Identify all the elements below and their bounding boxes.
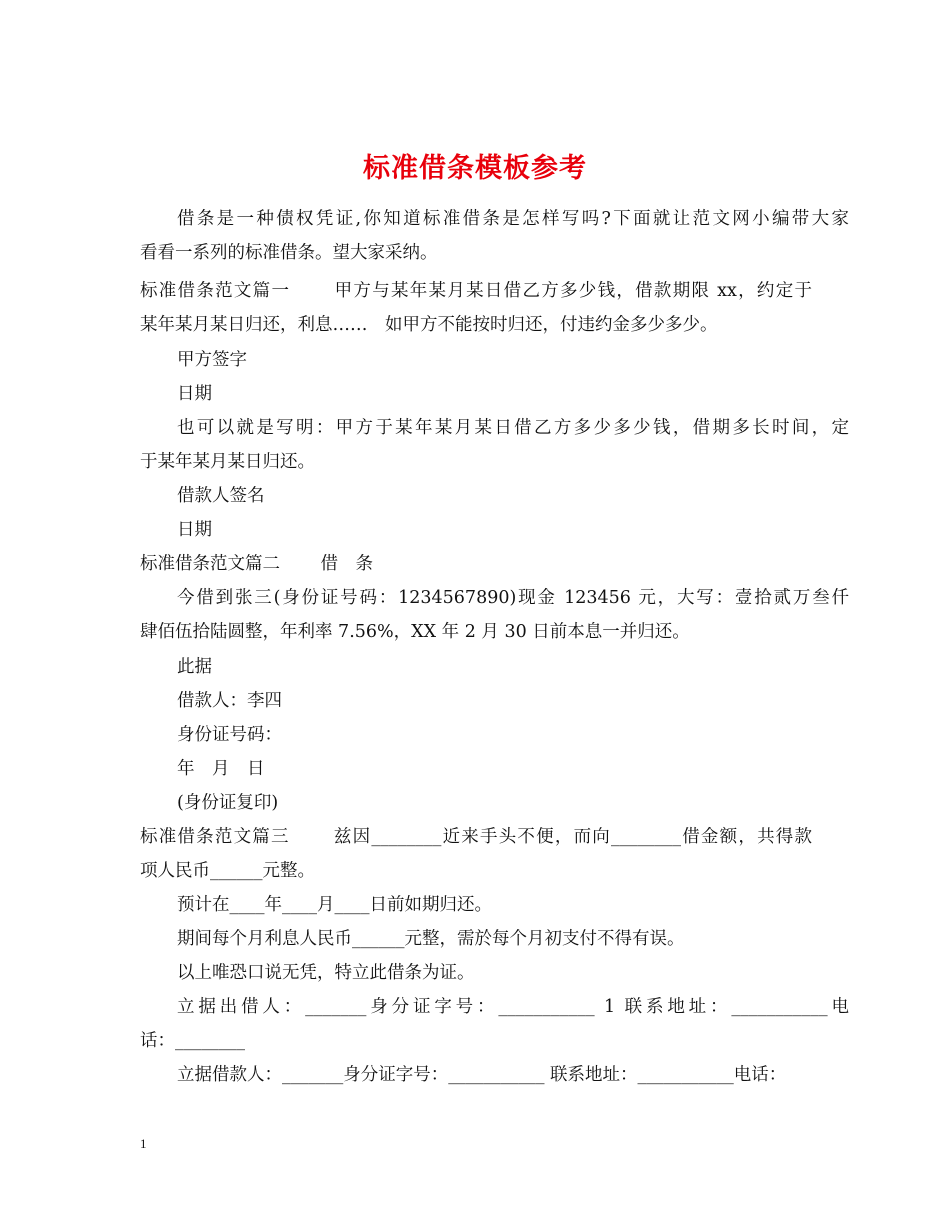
paragraph-line: 借款人：李四 <box>177 691 282 711</box>
paragraph-line: 于某年某月某日归还。 <box>140 452 315 472</box>
paragraph-line: 借条是一种债权凭证,你知道标准借条是怎样写吗?下面就让范文网小编带大家 <box>177 209 849 229</box>
paragraph-line: 此据 <box>177 657 212 677</box>
paragraph-line: 借款人签名 <box>177 486 265 506</box>
paragraph-line: 某年某月某日归还，利息…… 如甲方不能按时归还，付违约金多少多少。 <box>140 315 718 335</box>
paragraph-line: 标准借条范文篇一 甲方与某年某月某日借乙方多少钱，借款期限 xx，约定于 <box>140 281 812 301</box>
paragraph-line: 甲方签字 <box>177 350 247 370</box>
paragraph-line: 期间每个月利息人民币______元整，需於每个月初支付不得有误。 <box>177 929 685 949</box>
paragraph-line: 标准借条范文篇二 借 条 <box>140 554 374 574</box>
paragraph-line: 标准借条范文篇三 兹因________近来手头不便，而向________借金额，共得款 <box>140 827 812 847</box>
paragraph-line: 项人民币______元整。 <box>140 861 315 881</box>
paragraph-line: 看看一系列的标准借条。望大家采纳。 <box>140 243 438 263</box>
paragraph-line: 话：________ <box>140 1031 245 1051</box>
paragraph-line: 日期 <box>177 384 212 404</box>
paragraph-line: 肆佰伍拾陆圆整，年利率 7.56%，XX 年 2 月 30 日前本息一并归还。 <box>140 622 690 642</box>
paragraph-line: 预计在____年____月____日前如期归还。 <box>177 895 492 915</box>
paragraph-line: 立据出借人：_______身分证字号：___________ 1 联系地址：___________电 <box>177 997 849 1017</box>
paragraph-line: 立据借款人：_______身分证字号：___________ 联系地址：___________电话： <box>177 1065 787 1085</box>
paragraph-line: 身份证号码： <box>177 725 282 745</box>
paragraph-line: 以上唯恐口说无凭，特立此借条为证。 <box>177 963 475 983</box>
document-title: 标准借条模板参考 <box>363 153 587 185</box>
paragraph-line: 年 月 日 <box>177 759 265 779</box>
paragraph-line: 日期 <box>177 520 212 540</box>
page-number: 1 <box>140 1136 147 1151</box>
paragraph-line: 也可以就是写明：甲方于某年某月某日借乙方多少多少钱，借期多长时间，定 <box>177 418 849 438</box>
paragraph-line: 今借到张三(身份证号码：1234567890)现金 123456 元，大写：壹拾贰万叁仟 <box>177 588 849 608</box>
paragraph-line: (身份证复印) <box>177 793 279 813</box>
